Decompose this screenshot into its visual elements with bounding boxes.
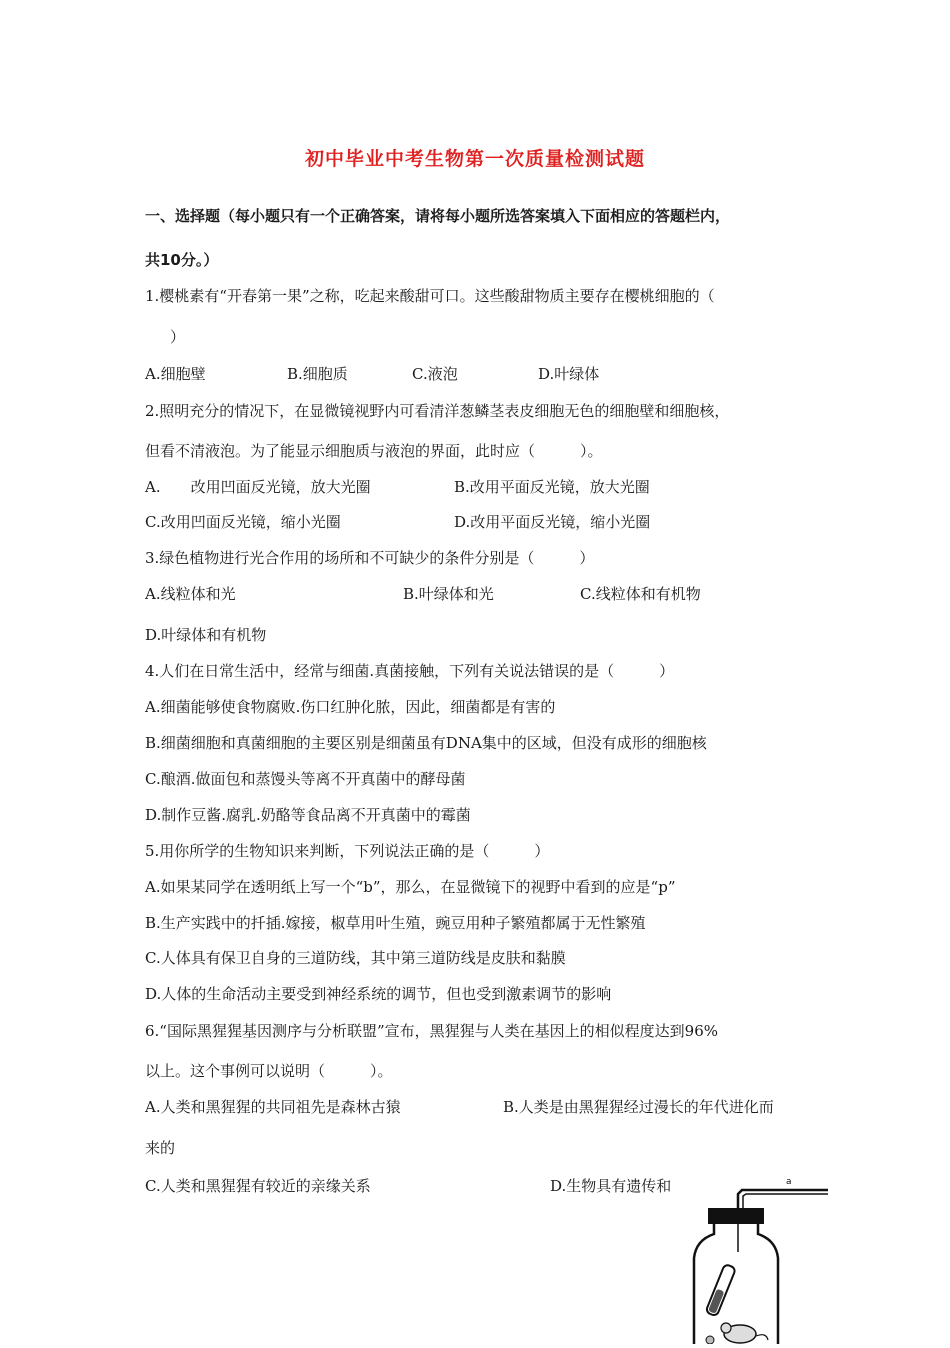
q3-option-d: D.叶绿体和有机物 — [145, 626, 267, 644]
q2-option-a: A. 改用凹面反光镜，放大光圈 — [145, 478, 371, 496]
q1-option-b: B.细胞质 — [287, 365, 348, 383]
q1-option-c: C.液泡 — [412, 365, 458, 383]
q4-option-a: A.细菌能够使食物腐败.伤口红肿化脓，因此，细菌都是有害的 — [145, 698, 556, 716]
section-heading-line1: 一、选择题（每小题只有一个正确答案，请将每小题所选答案填入下面相应的答题栏内， — [145, 207, 731, 225]
jar-right-wall — [758, 1224, 778, 1344]
q2-option-d: D.改用平面反光镜，缩小光圈 — [454, 513, 651, 531]
q1-option-d: D.叶绿体 — [538, 365, 600, 383]
q5-option-c: C.人体具有保卫自身的三道防线，其中第三道防线是皮肤和黏膜 — [145, 949, 566, 967]
q3-stem: 3.绿色植物进行光合作用的场所和不可缺少的条件分别是（ ） — [145, 549, 595, 567]
q6-option-a: A.人类和黑猩猩的共同祖先是森林古猿 — [145, 1098, 401, 1116]
q3-option-c: C.线粒体和有机物 — [580, 585, 701, 603]
q5-stem: 5.用你所学的生物知识来判断，下列说法正确的是（ ） — [145, 842, 550, 860]
q1-stem-line1: 1.樱桃素有“开春第一果”之称，吃起来酸甜可口。这些酸甜物质主要存在樱桃细胞的（ — [145, 287, 715, 305]
q4-option-b: B.细菌细胞和真菌细胞的主要区别是细菌虽有DNA集中的区域，但没有成形的细胞核 — [145, 734, 707, 752]
q6-stem-line1: 6.“国际黑猩猩基因测序与分析联盟”宣布，黑猩猩与人类在基因上的相似程度达到96% — [145, 1022, 718, 1040]
q2-option-b: B.改用平面反光镜，放大光圈 — [454, 478, 650, 496]
q1-option-a: A.细胞壁 — [145, 365, 206, 383]
q4-option-d: D.制作豆酱.腐乳.奶酪等食品离不开真菌中的霉菌 — [145, 806, 471, 824]
q6-stem-line2: 以上。这个事例可以说明（ ）。 — [145, 1062, 393, 1080]
q6-option-d: D.生物具有遗传和 — [550, 1177, 672, 1195]
q3-option-b: B.叶绿体和光 — [403, 585, 494, 603]
q6-option-b-line2: 来的 — [145, 1139, 176, 1157]
mouse-tail — [756, 1335, 768, 1340]
q5-option-a: A.如果某同学在透明纸上写一个“b”，那么，在显微镜下的视野中看到的应是“p” — [145, 878, 676, 896]
page-title: 初中毕业中考生物第一次质量检测试题 — [304, 148, 645, 170]
q2-stem-line2: 但看不清液泡。为了能显示细胞质与液泡的界面，此时应（ ）。 — [145, 442, 603, 460]
q6-option-b-line1: B.人类是由黑猩猩经过漫长的年代进化而 — [503, 1098, 774, 1116]
q4-stem: 4.人们在日常生活中，经常与细菌.真菌接触，下列有关说法错误的是（ ） — [145, 662, 675, 680]
section-heading-line2: 共10分。） — [145, 251, 219, 269]
jar-object — [706, 1336, 714, 1344]
experiment-jar-figure — [688, 1172, 838, 1344]
mouse-head — [721, 1323, 731, 1333]
q3-option-a: A.线粒体和光 — [145, 585, 236, 603]
q4-option-c: C.酿酒.做面包和蒸馒头等离不开真菌中的酵母菌 — [145, 770, 466, 788]
jar-left-wall — [694, 1224, 714, 1344]
q6-option-c: C.人类和黑猩猩有较近的亲缘关系 — [145, 1177, 371, 1195]
q1-stem-line2: ） — [170, 328, 186, 346]
q2-stem-line1: 2.照明充分的情况下，在显微镜视野内可看清洋葱鳞茎表皮细胞无色的细胞壁和细胞核， — [145, 402, 730, 420]
jar-stopper — [708, 1208, 764, 1224]
test-tube — [705, 1264, 736, 1317]
figure-label: a — [786, 1177, 792, 1187]
q5-option-b: B.生产实践中的扦插.嫁接，椒草用叶生殖，豌豆用种子繁殖都属于无性繁殖 — [145, 914, 646, 932]
q5-option-d: D.人体的生命活动主要受到神经系统的调节，但也受到激素调节的影响 — [145, 985, 612, 1003]
q2-option-c: C.改用凹面反光镜，缩小光圈 — [145, 513, 341, 531]
jar-drawing — [688, 1172, 838, 1344]
